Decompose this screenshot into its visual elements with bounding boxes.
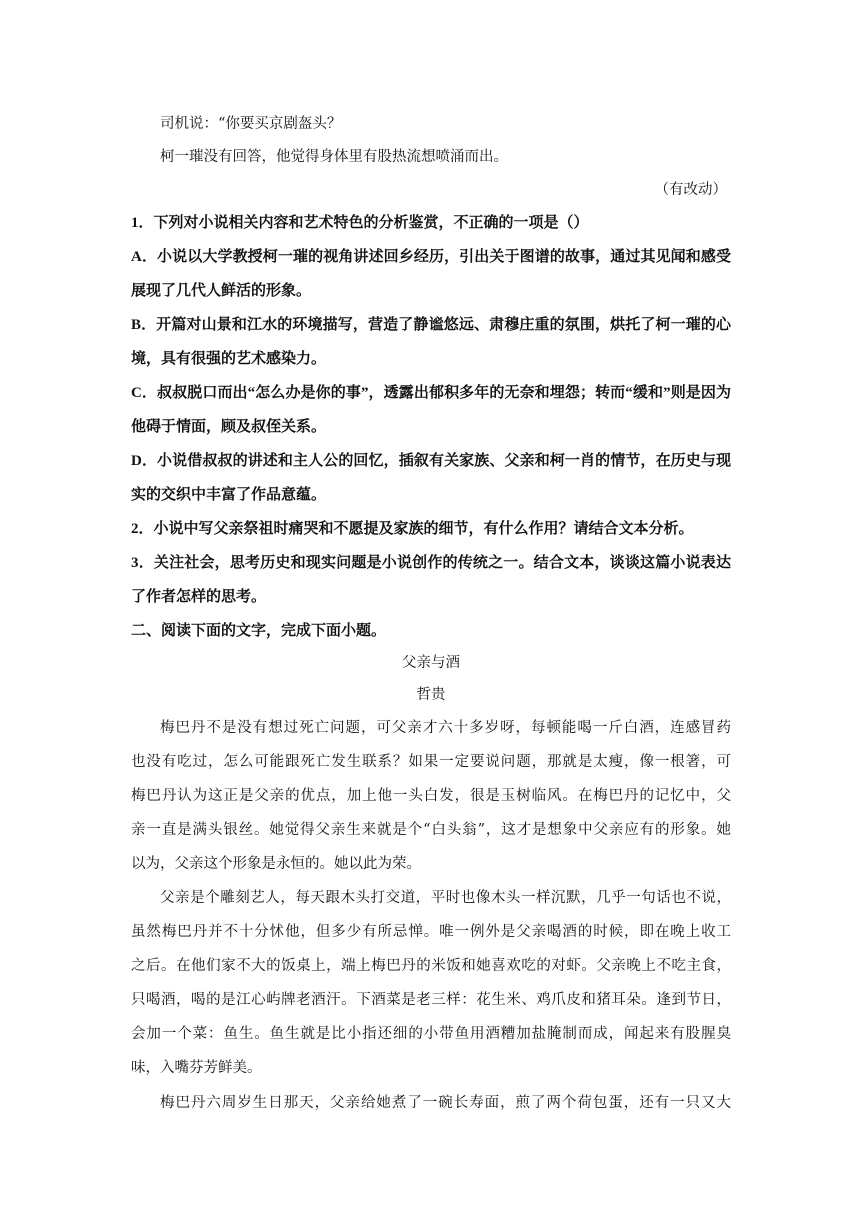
- paragraph-3-line-1: 梅巴丹六周岁生日那天，父亲给她煮了一碗长寿面，煎了两个荷包蛋，还有一只又大: [160, 1095, 731, 1111]
- paragraph-2-line-5: 会加一个菜：鱼生。鱼生就是比小指还细的小带鱼用酒糟加盐腌制而成，闻起来有股腥臭: [131, 1026, 731, 1042]
- question-2: 2．小说中写父亲祭祖时痛哭和不愿提及家族的细节，有什么作用？请结合文本分析。: [131, 521, 694, 537]
- question-1-stem: 1．下列对小说相关内容和艺术特色的分析鉴赏，不正确的一项是（）: [131, 215, 589, 231]
- option-c-line-1: C．叔叔脱口而出“怎么办是你的事”，透露出郁积多年的无奈和埋怨；转而“缓和”则是因为: [131, 385, 731, 401]
- option-d-line-1: D．小说借叔叔的讲述和主人公的回忆，插叙有关家族、父亲和柯一肖的情节，在历史与现: [131, 453, 731, 469]
- question-3-line-2: 了作者怎样的思考。: [131, 589, 267, 605]
- paragraph-1-line-5: 以为，父亲这个形象是永恒的。她以此为荣。: [131, 856, 421, 872]
- paragraph-1-line-1: 梅巴丹不是没有想过死亡问题，可父亲才六十多岁呀，每顿能喝一斤白酒，连感冒药: [160, 720, 731, 736]
- story-line-driver: 司机说：“你要买京剧盔头？: [160, 116, 342, 132]
- option-a-line-2: 展现了几代人鲜活的形象。: [131, 283, 312, 299]
- option-b-line-1: B．开篇对山景和江水的环境描写，营造了静谧悠远、肃穆庄重的氛围，烘托了柯一璀的心: [131, 317, 731, 333]
- article-author: 哲贵: [416, 687, 446, 703]
- paragraph-2-line-4: 只喝酒，喝的是江心屿牌老酒汗。下酒菜是老三样：花生米、鸡爪皮和猪耳朵。逢到节日，: [131, 992, 731, 1008]
- article-title: 父亲与酒: [402, 655, 460, 671]
- paragraph-1-line-4: 亲一直是满头银丝。她觉得父亲生来就是个“白头翁”，这才是想象中父亲应有的形象。她: [131, 822, 731, 838]
- paragraph-1-line-3: 梅巴丹认为这正是父亲的优点，加上他一头白发，很是玉树临风。在梅巴丹的记忆中，父: [131, 788, 731, 804]
- paragraph-2-line-2: 虽然梅巴丹并不十分怵他，但多少有所忌惮。唯一例外是父亲喝酒的时候，即在晚上收工: [131, 924, 731, 940]
- paragraph-2-line-3: 之后。在他们家不大的饭桌上，端上梅巴丹的米饭和她喜欢吃的对虾。父亲晚上不吃主食，: [131, 958, 731, 974]
- paragraph-1-line-2: 也没有吃过，怎么可能跟死亡发生联系？如果一定要说问题，那就是太瘦，像一根箸，可: [131, 754, 731, 770]
- option-d-line-2: 实的交织中丰富了作品意蕴。: [131, 487, 327, 503]
- story-line-ke: 柯一璀没有回答，他觉得身体里有股热流想喷涌而出。: [160, 149, 508, 165]
- paragraph-2-line-6: 味，入嘴芬芳鲜美。: [131, 1060, 262, 1076]
- source-note: （有改动）: [654, 182, 727, 198]
- option-a-line-1: A．小说以大学教授柯一璀的视角讲述回乡经历，引出关于图谱的故事，通过其见闻和感受: [131, 249, 731, 265]
- section-heading: 二、阅读下面的文字，完成下面小题。: [131, 623, 387, 639]
- option-c-line-2: 他碍于情面，顾及叔侄关系。: [131, 419, 327, 435]
- option-b-line-2: 境，具有很强的艺术感染力。: [131, 351, 327, 367]
- question-3-line-1: 3．关注社会，思考历史和现实问题是小说创作的传统之一。结合文本，谈谈这篇小说表达: [131, 555, 731, 571]
- paragraph-2-line-1: 父亲是个雕刻艺人，每天跟木头打交道，平时也像木头一样沉默，几乎一句话也不说，: [160, 890, 731, 906]
